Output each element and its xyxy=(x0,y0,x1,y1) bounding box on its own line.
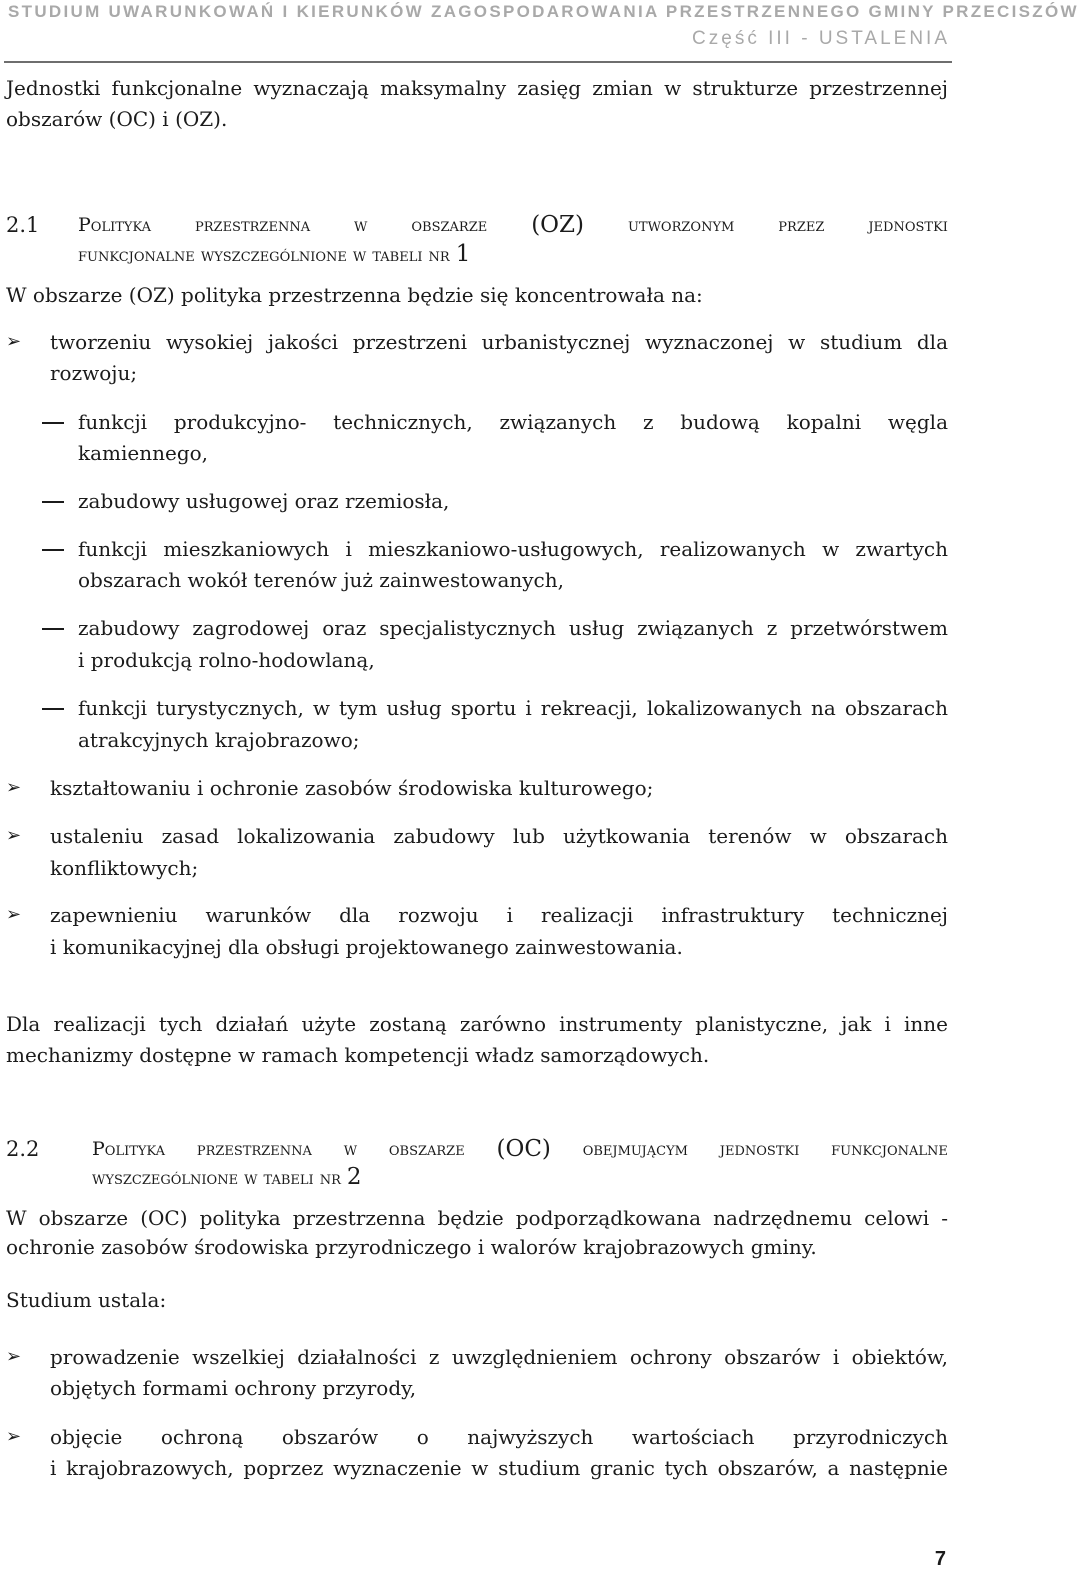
s22-bullet-1-line-1: prowadzenie wszelkiej działalności z uwzględnieniem ochrony obszarów i obiektów, xyxy=(50,1345,948,1369)
section-2-2-lead-line-1: W obszarze (OC) polityka przestrzenna będzie podporządkowana nadrzędnemu celowi - xyxy=(6,1206,948,1230)
section-2-2-lead-line-2: ochronie zasobów środowiska przyrodniczego i walorów krajobrazowych gminy. xyxy=(6,1235,817,1259)
dash-item-5-line-1: funkcji turystycznych, w tym usług sportu i rekreacji, lokalizowanych na obszarach xyxy=(78,696,948,720)
header-title: STUDIUM UWARUNKOWAŃ I KIERUNKÓW ZAGOSPODAROWANIA PRZESTRZENNEGO GMINY PRZECISZÓW xyxy=(8,2,1079,21)
s22-bullet-2-line-1: objęcie ochroną obszarów o najwyższych wartościach przyrodniczych xyxy=(50,1425,948,1449)
bullet-3-line-2: konfliktowych; xyxy=(50,856,199,880)
dash-item-4-line-2: i produkcją rolno-hodowlaną, xyxy=(78,648,375,672)
bullet-4-line-1: zapewnieniu warunków dla rozwoju i realizacji infrastruktury technicznej xyxy=(50,903,948,927)
arrow-bullet-icon: ➢ xyxy=(6,904,22,925)
arrow-bullet-icon: ➢ xyxy=(6,1426,22,1447)
dash-item-1-line-1: funkcji produkcyjno- technicznych, związanych z budową kopalni węgla xyxy=(78,410,948,434)
arrow-bullet-icon: ➢ xyxy=(6,825,22,846)
header-divider xyxy=(4,61,952,63)
arrow-bullet-icon: ➢ xyxy=(6,331,22,352)
bullet-4-line-2: i komunikacyjnej dla obsługi projektowanego zainwestowania. xyxy=(50,935,683,959)
dash-item-3-line-1: funkcji mieszkaniowych i mieszkaniowo-usługowych, realizowanych w zwartych xyxy=(78,537,948,561)
section-2-2-heading-line1: Polityka przestrzenna w obszarze (OC) obejmującym jednostki funkcjonalne xyxy=(92,1136,948,1162)
section-2-2-number: 2.2 xyxy=(6,1137,40,1161)
bullet-1-line-2: rozwoju; xyxy=(50,361,138,385)
bullet-1-line-1: tworzeniu wysokiej jakości przestrzeni urbanistycznej wyznaczonej w studium dla xyxy=(50,330,948,354)
dash-bullet-icon xyxy=(42,422,64,424)
intro-line-1: Jednostki funkcjonalne wyznaczają maksymalny zasięg zmian w strukturze przestrzennej xyxy=(6,76,948,100)
closing-line-2: mechanizmy dostępne w ramach kompetencji władz samorządowych. xyxy=(6,1043,710,1067)
section-2-1-lead: W obszarze (OZ) polityka przestrzenna będzie się koncentrowała na: xyxy=(6,283,703,307)
section-2-2-heading-line2: wyszczególnione w tabeli nr 2 xyxy=(92,1164,362,1190)
page-number: 7 xyxy=(934,1548,946,1570)
bullet-2: kształtowaniu i ochronie zasobów środowiska kulturowego; xyxy=(50,776,654,800)
dash-bullet-icon xyxy=(42,549,64,551)
arrow-bullet-icon: ➢ xyxy=(6,1346,22,1367)
dash-bullet-icon xyxy=(42,708,64,710)
arrow-bullet-icon: ➢ xyxy=(6,777,22,798)
section-2-1-number: 2.1 xyxy=(6,213,40,237)
studium-ustala: Studium ustala: xyxy=(6,1288,167,1312)
section-2-1-heading-line2: funkcjonalne wyszczególnione w tabeli nr 1 xyxy=(78,241,471,267)
dash-item-1-line-2: kamiennego, xyxy=(78,441,209,465)
dash-bullet-icon xyxy=(42,501,64,503)
dash-item-2: zabudowy usługowej oraz rzemiosła, xyxy=(78,489,450,513)
intro-line-2: obszarów (OC) i (OZ). xyxy=(6,107,228,131)
s22-bullet-2-line-2: i krajobrazowych, poprzez wyznaczenie w studium granic tych obszarów, a następnie xyxy=(50,1456,948,1480)
dash-item-3-line-2: obszarach wokół terenów już zainwestowanych, xyxy=(78,568,564,592)
header-part: Część III - USTALENIA xyxy=(692,28,950,49)
section-2-1-heading-line1: Polityka przestrzenna w obszarze (OZ) utworzonym przez jednostki xyxy=(78,212,948,238)
dash-item-4-line-1: zabudowy zagrodowej oraz specjalistycznych usług związanych z przetwórstwem xyxy=(78,616,948,640)
bullet-3-line-1: ustaleniu zasad lokalizowania zabudowy lub użytkowania terenów w obszarach xyxy=(50,824,948,848)
s22-bullet-1-line-2: objętych formami ochrony przyrody, xyxy=(50,1376,417,1400)
dash-bullet-icon xyxy=(42,628,64,630)
closing-line-1: Dla realizacji tych działań użyte zostaną zarówno instrumenty planistyczne, jak i inne xyxy=(6,1012,948,1036)
dash-item-5-line-2: atrakcyjnych krajobrazowo; xyxy=(78,728,360,752)
